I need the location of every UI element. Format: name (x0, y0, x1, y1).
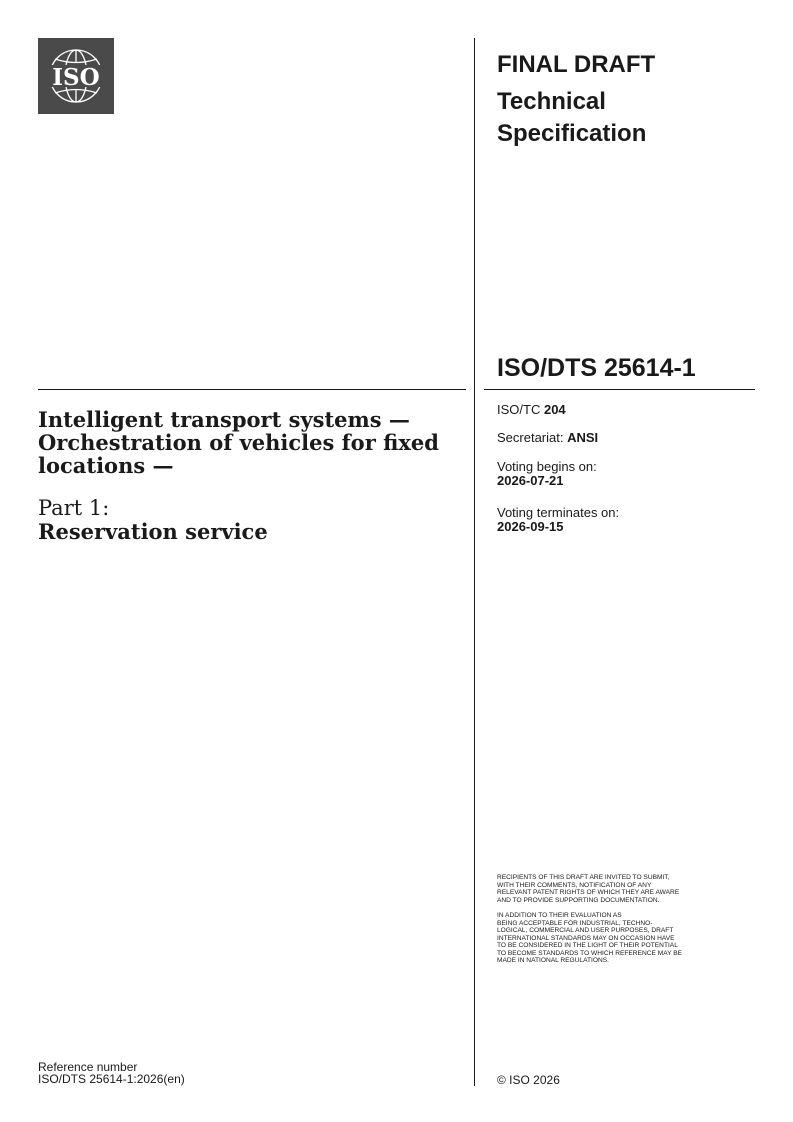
voting-terminates-date: 2026-09-15 (497, 519, 564, 534)
title-line3: locations — (38, 453, 174, 478)
iso-globe-logo-icon (38, 38, 114, 114)
document-type-line1: Technical (497, 88, 606, 115)
evaluation-notice: IN ADDITION TO THEIR EVALUATION AS BEING ACCEPTABLE FOR INDUSTRIAL, TECHNO- LOGICAL, COMMERCIAL AND USER PURPOSES, DRAFT INTERNATIONAL STANDARDS MAY ON OCCASION HAVE TO BE CONSIDERED IN THE LIGHT OF THEIR POTENTIAL TO BECOME STANDARDS TO WHICH REFERENCE MAY BE MADE IN NATIONAL REGULATIONS. (497, 912, 683, 964)
part-title: Reservation service (38, 519, 268, 544)
secretariat-label: Secretariat: (497, 430, 564, 445)
secretariat-value: ANSI (567, 430, 599, 445)
secretariat (497, 431, 757, 445)
document-type (497, 86, 757, 150)
committee-label: ISO/TC (497, 402, 541, 417)
part-label: Part 1: (38, 496, 110, 520)
title-line2: Orchestration of vehicles for fixed (38, 430, 439, 455)
document-type-line2: Specification (497, 120, 647, 147)
patent-notice: RECIPIENTS OF THIS DRAFT ARE INVITED TO SUBMIT, WITH THEIR COMMENTS, NOTIFICATION OF ANY RELEVANT PATENT RIGHTS OF WHICH THEY ARE AWARE AND TO PROVIDE SUPPORTING DOCUMENTATION. (497, 874, 680, 904)
committee (497, 403, 757, 417)
committee-value: 204 (543, 402, 566, 417)
left-horizontal-divider (38, 389, 466, 390)
vertical-divider (474, 38, 475, 1086)
voting-begins-date: 2026-07-21 (497, 473, 564, 488)
draft-status: FINAL DRAFT (497, 51, 656, 78)
voting-terminates (497, 506, 757, 534)
document-number: ISO/DTS 25614-1 (497, 354, 696, 382)
logo-text: ISO (52, 64, 100, 91)
copyright: © ISO 2026 (497, 1073, 560, 1087)
reference-number-label: Reference number (38, 1060, 138, 1074)
voting-begins-label: Voting begins on: (497, 459, 597, 474)
iso-logo (38, 38, 114, 114)
reference-number: ISO/DTS 25614-1:2026(en) (38, 1072, 185, 1086)
right-horizontal-divider (484, 389, 755, 390)
voting-begins (497, 460, 757, 488)
document-title (38, 408, 458, 477)
title-line1: Intelligent transport systems — (38, 407, 410, 432)
voting-terminates-label: Voting terminates on: (497, 505, 620, 520)
